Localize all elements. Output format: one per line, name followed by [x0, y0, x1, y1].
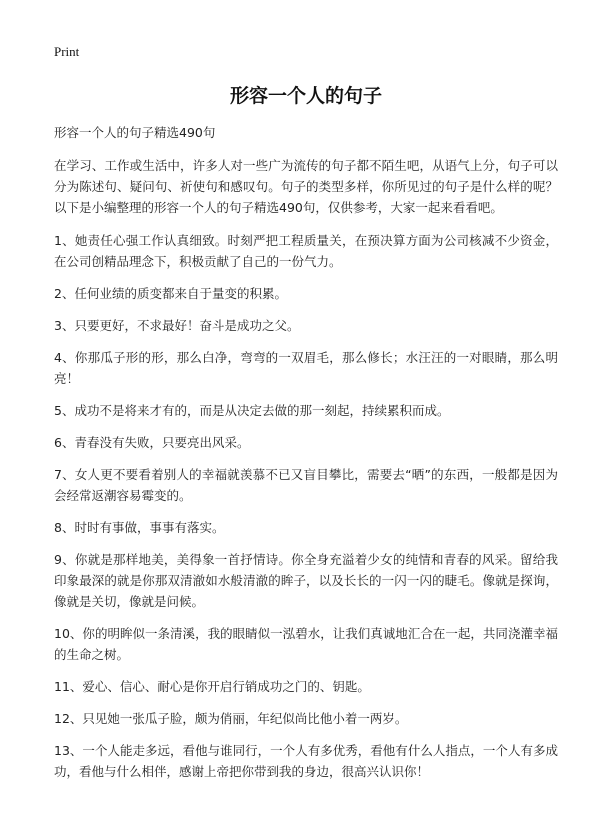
- list-item: 11、爱心、信心、耐心是你开启行销成功之门的、钥匙。: [54, 679, 370, 694]
- list-item: 12、只见她一张瓜子脸，颇为俏丽，年纪似尚比他小着一两岁。: [54, 711, 408, 726]
- list-item: 10、你的明眸似一条清溪，我的眼睛似一泓碧水，让我们真诚地汇合在一起，共同浇灌幸福的生命之树。: [54, 626, 558, 662]
- list-item: 7、女人更不要看着别人的幸福就羡慕不已又盲目攀比，需要去“晒”的东西，一般都是因为会经常返潮容易霉变的。: [54, 467, 558, 503]
- list-item: 6、青春没有失败，只要亮出风采。: [54, 435, 250, 450]
- list-item: 1、她责任心强工作认真细致。时刻严把工程质量关，在预决算方面为公司核减不少资金，在公司创精品理念下，积极贡献了自己的一份气力。: [54, 233, 558, 269]
- intro-paragraph: 在学习、工作或生活中，许多人对一些广为流传的句子都不陌生吧，从语气上分，句子可以分为陈述句、疑问句、祈使句和感叹句。句子的类型多样，你所见过的句子是什么样的呢？以下是小编整理的形容一个人的句子精选490句，仅供参考，大家一起来看看吧。: [54, 158, 558, 215]
- sentence-list: [54, 230, 558, 782]
- list-item: 8、时时有事做，事事有落实。: [54, 520, 225, 535]
- list-item: 13、一个人能走多远，看他与谁同行，一个人有多优秀，看他有什么人指点，一个人有多成功，看他与什么相伴，感谢上帝把你带到我的身边，很高兴认识你！: [54, 743, 558, 779]
- list-item: 5、成功不是将来才有的，而是从决定去做的那一刻起，持续累积而成。: [54, 403, 450, 418]
- document-subtitle: 形容一个人的句子精选490句: [54, 125, 216, 140]
- list-item: 3、只要更好，不求最好！奋斗是成功之父。: [54, 318, 300, 333]
- list-item: 4、你那瓜子形的形，那么白净，弯弯的一双眉毛，那么修长；水汪汪的一对眼睛，那么明亮！: [54, 350, 558, 386]
- list-item: 9、你就是那样地美，美得象一首抒情诗。你全身充溢着少女的纯情和青春的风采。留给我印象最深的就是你那双清澈如水般清澈的眸子，以及长长的一闪一闪的睫毛。像就是探询，像就是关切，像就是问候。: [54, 552, 558, 609]
- list-item: 2、任何业绩的质变都来自于量变的积累。: [54, 286, 287, 301]
- print-label: Print: [54, 44, 80, 59]
- page-title: 形容一个人的句子: [229, 85, 382, 107]
